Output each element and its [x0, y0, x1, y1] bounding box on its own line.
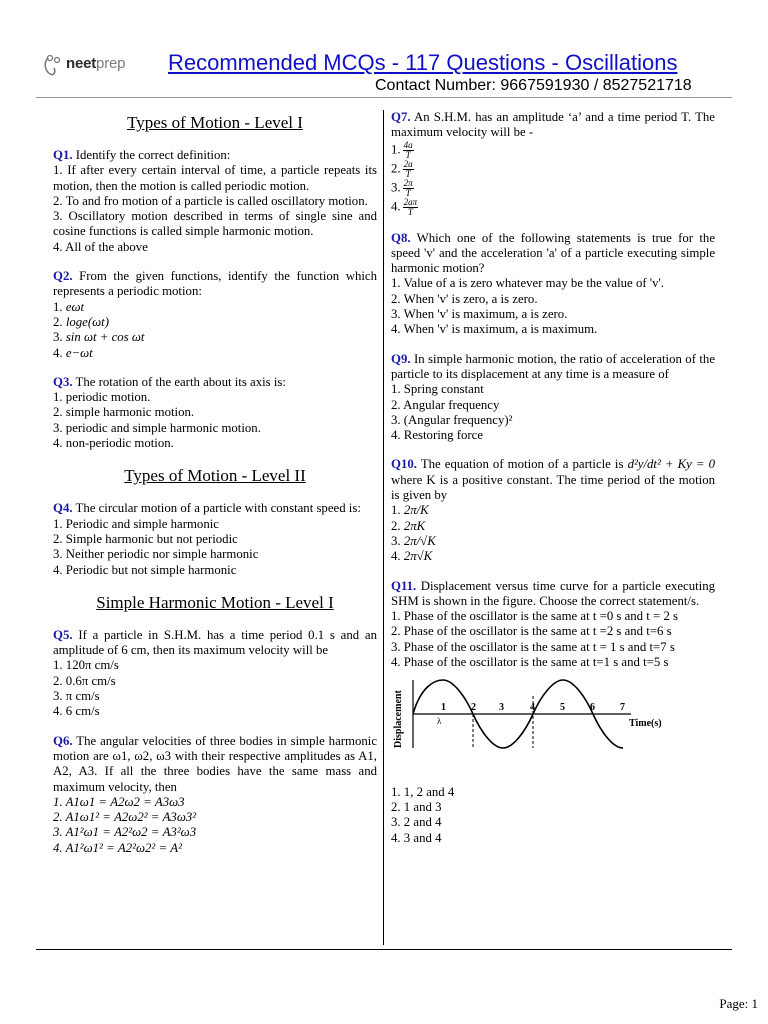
- option: 1. $\frac{4a}{T}$: [391, 139, 413, 160]
- question-q3: Q3. The rotation of the earth about its axis is: 1. periodic motion. 2. simple harmonic motion. 3. periodic and simple harmonic motion. 4. non-periodic motion.: [53, 375, 377, 451]
- option: 2. 0.6π cm/s: [53, 673, 116, 688]
- option: 3. Oscillatory motion described in terms of single sine and cosine functions is called simple harmonic motion.: [53, 209, 377, 239]
- option: 2. Angular frequency: [391, 397, 500, 412]
- left-column: [53, 110, 377, 870]
- question-q11: Q11. Displacement versus time curve for a particle executing SHM is shown in the figure. Choose the correct statement/s. 1. Phase of the oscillator is the same at t =0 s and t = 2 s 2. Phase of the oscillator is the same at t =2 s and t=6 s 3. Phase of the oscillator is the same at t = 1 s and t=7 s 4. Phase of the oscillator is the same at t=1 s and t=5 s Displacement 1 2 3 4 5 6 7 λ Time(s) 1. 1, 2 and 4 2. 1 and 3 3. 2 and 4 4. 3 and 4: [391, 578, 716, 845]
- option: 2. simple harmonic motion.: [53, 405, 195, 420]
- option: 4. When 'v' is maximum, a is maximum.: [391, 322, 598, 337]
- option: 1. If after every certain interval of time, a particle repeats its motion, then the motion is called periodic motion.: [53, 163, 377, 193]
- option: 1. periodic motion.: [53, 390, 151, 405]
- option: 3. π cm/s: [53, 689, 100, 704]
- option: 3. Neither periodic nor simple harmonic: [53, 547, 259, 562]
- page-number: Page: 1: [719, 996, 758, 1011]
- option: 4. A1²ω1² = A2²ω2² = A²: [53, 840, 182, 855]
- option: 2. loge(ωt): [53, 314, 109, 329]
- tick-label: 1: [441, 702, 446, 714]
- statement: 2. Phase of the oscillator is the same at t =2 s and t=6 s: [391, 624, 672, 639]
- option: 3. 2π/√K: [391, 533, 436, 548]
- option: 4. 6 cm/s: [53, 704, 100, 719]
- option: 1. Periodic and simple harmonic: [53, 516, 219, 531]
- option: 2. A1ω1² = A2ω2² = A3ω3²: [53, 810, 197, 825]
- section-heading: Types of Motion - Level II: [124, 466, 306, 486]
- statement: 1. Phase of the oscillator is the same at t =0 s and t = 2 s: [391, 609, 679, 624]
- option: 2. 1 and 3: [391, 799, 442, 814]
- option: 4. 3 and 4: [391, 830, 442, 845]
- option: 3. (Angular frequency)²: [391, 412, 513, 427]
- option: 1. 1, 2 and 4: [391, 784, 455, 799]
- tick-label: 4: [530, 702, 535, 714]
- option: 4. non-periodic motion.: [53, 436, 174, 451]
- option: 3. sin ωt + cos ωt: [53, 330, 145, 345]
- option: 4. Periodic but not simple harmonic: [53, 562, 237, 577]
- option: 1. 120π cm/s: [53, 658, 119, 673]
- question-q8: Q8. Which one of the following statements is true for the speed 'v' and the acceleration 'a' of a particle executing simple harmonic motion? 1. Value of a is zero whatever may be the value of 'v'. 2. When 'v' is zero, a is zero. 3. When 'v' is maximum, a is zero. 4. When 'v' is maximum, a is maximum.: [391, 230, 715, 337]
- option: 4. Restoring force: [391, 428, 484, 443]
- tick-label: 2: [471, 702, 476, 714]
- option: 1. Value of a is zero whatever may be the value of 'v'.: [391, 276, 665, 291]
- question-q7: Q7. An S.H.M. has an amplitude ‘a’ and a time period T. The maximum velocity will be - 1. $\frac{4a}{T}$ 2. $\frac{2a}{T}$ 3. $\frac{2\pi}{T}$ 4. $\frac{2a\pi}{T}$: [391, 110, 715, 217]
- option: 3. 2 and 4: [391, 815, 442, 830]
- option: 2. When 'v' is zero, a is zero.: [391, 291, 538, 306]
- equation: d²y/dt² + Ky = 0: [627, 457, 716, 472]
- lambda-label: λ: [437, 716, 442, 727]
- question-q4: Q4. The circular motion of a particle with constant speed is: 1. Periodic and simple harmonic 2. Simple harmonic but not periodic 3. Neither periodic nor simple harmonic 4. Periodic but not simple harmonic: [53, 501, 377, 577]
- option: 1. A1ω1 = A2ω2 = A3ω3: [53, 794, 185, 809]
- graph-xlabel: Time(s): [629, 718, 662, 730]
- page-title[interactable]: Recommended MCQs - 117 Questions - Oscillations: [168, 50, 678, 75]
- statement: 3. Phase of the oscillator is the same at t = 1 s and t=7 s: [391, 639, 675, 654]
- option: 3. A1²ω1 = A2²ω2 = A3²ω3: [53, 825, 197, 840]
- section-heading: Types of Motion - Level I: [127, 113, 303, 132]
- option: 2. Simple harmonic but not periodic: [53, 531, 238, 546]
- statement: 4. Phase of the oscillator is the same at t=1 s and t=5 s: [391, 655, 669, 670]
- option: 3. $\frac{2\pi}{T}$: [391, 177, 413, 198]
- page-header: [0, 0, 768, 100]
- column-divider: [383, 110, 384, 945]
- option: 4. $\frac{2a\pi}{T}$: [391, 196, 418, 217]
- right-column: [391, 110, 715, 860]
- logo-text: neetprep: [66, 55, 126, 72]
- question-q1: Q1. Identify the correct definition: 1. If after every certain interval of time, a particle repeats its motion, then the motion is called periodic motion. 2. To and fro motion of a particle is called oscillatory motion. 3. Oscillatory motion described in terms of single sine and cosine functions is called simple harmonic motion. 4. All of the above: [53, 148, 377, 254]
- tick-label: 7: [620, 702, 625, 714]
- option: 1. 2π/K: [391, 503, 429, 518]
- question-q5: Q5. If a particle in S.H.M. has a time period 0.1 s and an amplitude of 6 cm, then its maximum velocity will be 1. 120π cm/s 2. 0.6π cm/s 3. π cm/s 4. 6 cm/s: [53, 627, 377, 719]
- header-divider: [36, 97, 732, 98]
- option: 3. When 'v' is maximum, a is zero.: [391, 307, 568, 322]
- section-heading: Simple Harmonic Motion - Level I: [96, 592, 334, 612]
- option: 4. All of the above: [53, 239, 148, 254]
- question-q2: Q2. From the given functions, identify the function which represents a periodic motion: 1. eωt 2. loge(ωt) 3. sin ωt + cos ωt 4. e−ωt: [53, 269, 377, 360]
- option: 1. Spring constant: [391, 382, 484, 397]
- question-q6: Q6. The angular velocities of three bodies in simple harmonic motion are ω1, ω2, ω3 with their respective amplitudes as A1, A2, A3. If all the three bodies have the same mass and maximum velocity, then 1. A1ω1 = A2ω2 = A3ω3 2. A1ω1² = A2ω2² = A3ω3² 3. A1²ω1 = A2²ω2 = A3²ω3 4. A1²ω1² = A2²ω2² = A²: [53, 733, 378, 855]
- option: 2. 2πK: [391, 518, 426, 533]
- tick-label: 5: [560, 702, 565, 714]
- option: 2. To and fro motion of a particle is called oscillatory motion.: [53, 193, 368, 208]
- option: 1. eωt: [53, 299, 85, 314]
- shm-graph: [391, 676, 716, 776]
- tick-label: 6: [590, 702, 595, 714]
- tick-label: 3: [499, 702, 504, 714]
- option: 3. periodic and simple harmonic motion.: [53, 420, 261, 435]
- option: 4. e−ωt: [53, 345, 93, 360]
- contact-number: Contact Number: 9667591930 / 8527521718: [375, 77, 692, 94]
- option: 4. 2π√K: [391, 549, 433, 564]
- option: 2. $\frac{2a}{T}$: [391, 158, 413, 179]
- graph-ylabel: Displacement: [393, 690, 404, 749]
- footer-divider: [36, 949, 732, 950]
- question-q10: Q10. The equation of motion of a particle is d²y/dt² + Ky = 0 where K is a positive constant. The time period of the motion is given by 1. 2π/K 2. 2πK 3. 2π/√K 4. 2π√K: [391, 457, 716, 564]
- question-q9: Q9. In simple harmonic motion, the ratio of acceleration of the particle to its displacement at any time is a measure of 1. Spring constant 2. Angular frequency 3. (Angular frequency)² 4. Restoring force: [391, 351, 715, 443]
